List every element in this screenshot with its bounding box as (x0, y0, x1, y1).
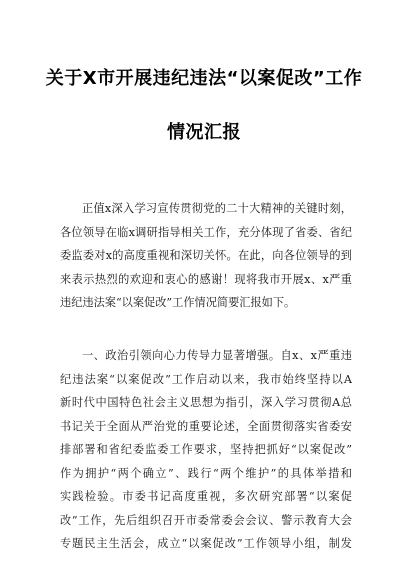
paragraph-line: 书记关于全面从严治党的重要论述，全面贯彻落实省委安 (60, 419, 352, 433)
paragraph-line: 作为拥护“两个确立”、践行“两个维护”的具体举措和 (60, 466, 352, 480)
paragraph-line: 专题民主生活会，成立“以案促改”工作领导小组，制发 (60, 537, 352, 550)
paragraph-line: 委监委对x的高度重视和深切关怀。在此，向各位领导的到 (60, 249, 352, 262)
paragraph-line: 改”工作，先后组织召开市委常委会会议、警示教育大会 (60, 513, 352, 527)
paragraph-line: 来表示热烈的欢迎和衷心的感谢！现将我市开展x、x严重 (60, 272, 352, 286)
paragraph-intro (60, 197, 352, 315)
paragraph-line: 违纪违法案“以案促改”工作情况简要汇报如下。 (60, 296, 296, 309)
paragraph-section-1 (60, 344, 352, 556)
paragraph-line: 纪违法案“以案促改”工作启动以来，我市始终坚持以A (60, 372, 352, 386)
document-title-line-1: 关于X市开展违纪违法“以案促改”工作 (45, 68, 363, 89)
paragraph-line: 新时代中国特色社会主义思想为指引，深入学习贯彻A总 (60, 396, 352, 409)
document-title-line-2: 情况汇报 (167, 122, 241, 143)
paragraph-line: 实践检验。市委书记高度重视，多次研究部署“以案促 (60, 490, 352, 503)
paragraph-line: 各位领导在临x调研指导相关工作，充分体现了省委、省纪 (60, 225, 352, 239)
paragraph-line: 排部署和省纪委监委工作要求，坚持把抓好“以案促改” (60, 443, 352, 456)
paragraph-line: 正值x深入学习宣传贯彻党的二十大精神的关键时刻， (82, 202, 352, 215)
paragraph-line: 一、政治引领向心力传导力显著增强。自x、x严重违 (82, 349, 352, 362)
